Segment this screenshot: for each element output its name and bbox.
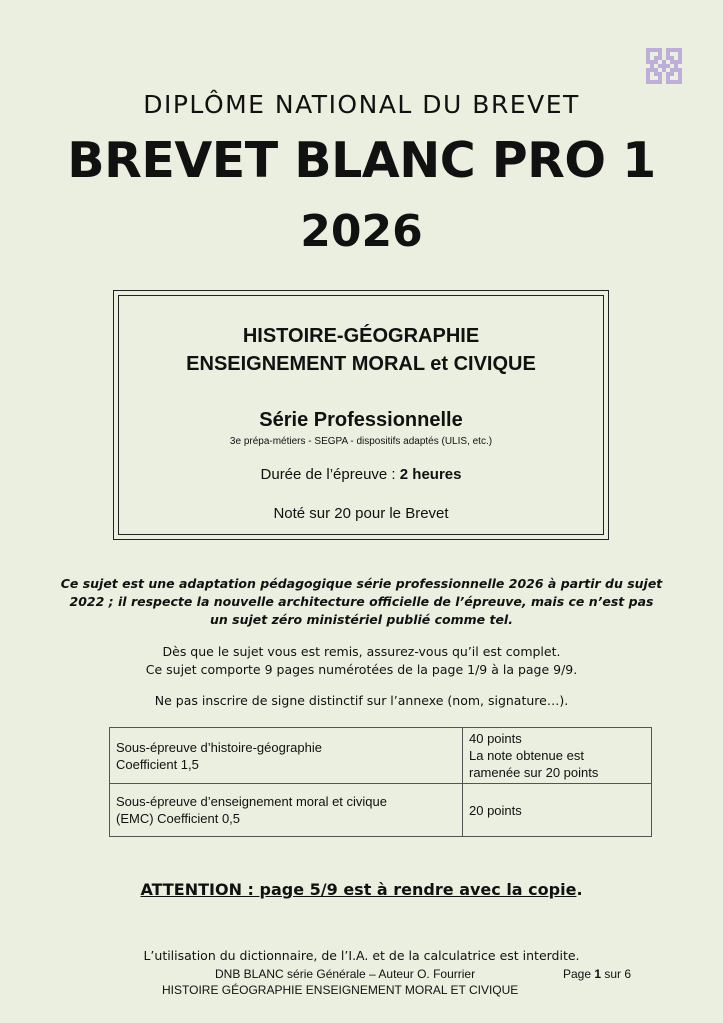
subject-box (113, 290, 609, 540)
page-number (563, 967, 631, 981)
serie-title: Série Professionnelle (259, 409, 463, 431)
footer-subject: HISTOIRE GÉOGRAPHIE ENSEIGNEMENT MORAL ET CIVIQUE (162, 983, 519, 997)
cell-text: Sous-épreuve d’enseignement moral et civique (116, 794, 387, 809)
cell-text: La note obtenue est (469, 748, 584, 763)
cell-text: 20 points (469, 802, 522, 818)
duration-label: Durée de l’épreuve : (260, 466, 400, 483)
duration-value: 2 heures (399, 466, 462, 483)
table-cell-label (110, 784, 463, 837)
serie-detail: 3e prépa-métiers - SEGPA - dispositifs adaptés (ULIS, etc.) (229, 436, 493, 447)
scores-table (109, 727, 652, 837)
attention-notice (0, 880, 723, 899)
pages-info-text: Ce sujet comporte 9 pages numérotées de la page 1/9 à la page 9/9. (145, 662, 578, 677)
exam-title: BREVET BLANC PRO 1 (67, 132, 656, 189)
cell-text: Sous-épreuve d’histoire-géographie (116, 739, 322, 755)
adaptation-warning: Ce sujet est une adaptation pédagogique série professionnelle 2026 à partir du sujet 2022 ; il respecte la nouvelle architecture officielle de l’épreuve, mais ce n’est pas un sujet zéro ministériel publié comme tel. (60, 576, 663, 627)
page-current: 1 (594, 967, 602, 981)
cell-text: ramenée sur 20 points (469, 765, 599, 780)
forbidden-notice: L’utilisation du dictionnaire, de l’I.A. et de la calculatrice est interdite. (143, 948, 580, 963)
table-cell-points (463, 784, 652, 837)
attention-end: . (576, 880, 583, 899)
attention-text: ATTENTION : page 5/9 est à rendre avec la copie (140, 880, 577, 899)
complete-check-text: Dès que le sujet vous est remis, assurez-vous qu’il est complet. (162, 644, 561, 659)
cell-text: 40 points (469, 731, 522, 746)
table-cell-points (463, 728, 652, 784)
table-row (110, 728, 652, 784)
page-suffix: sur 6 (601, 967, 632, 981)
diploma-title: DIPLÔME NATIONAL DU BREVET (143, 90, 580, 119)
subject-line-2: ENSEIGNEMENT MORAL et CIVIQUE (186, 353, 536, 375)
cell-text: (EMC) Coefficient 0,5 (116, 811, 241, 826)
table-cell-label (110, 728, 463, 784)
table-row (110, 784, 652, 837)
qr-code-icon (646, 48, 682, 84)
no-sign-text: Ne pas inscrire de signe distinctif sur l’annexe (nom, signature…). (154, 693, 569, 708)
subject-line-1: HISTOIRE-GÉOGRAPHIE (242, 325, 480, 347)
cell-text: Coefficient 1,5 (116, 756, 199, 772)
subject-box-inner (118, 295, 604, 535)
grading-note: Noté sur 20 pour le Brevet (273, 505, 449, 522)
exam-year: 2026 (300, 206, 423, 257)
duration (119, 466, 603, 483)
page-prefix: Page (563, 967, 595, 981)
footer-source: DNB BLANC série Générale – Auteur O. Fourrier (215, 967, 476, 981)
